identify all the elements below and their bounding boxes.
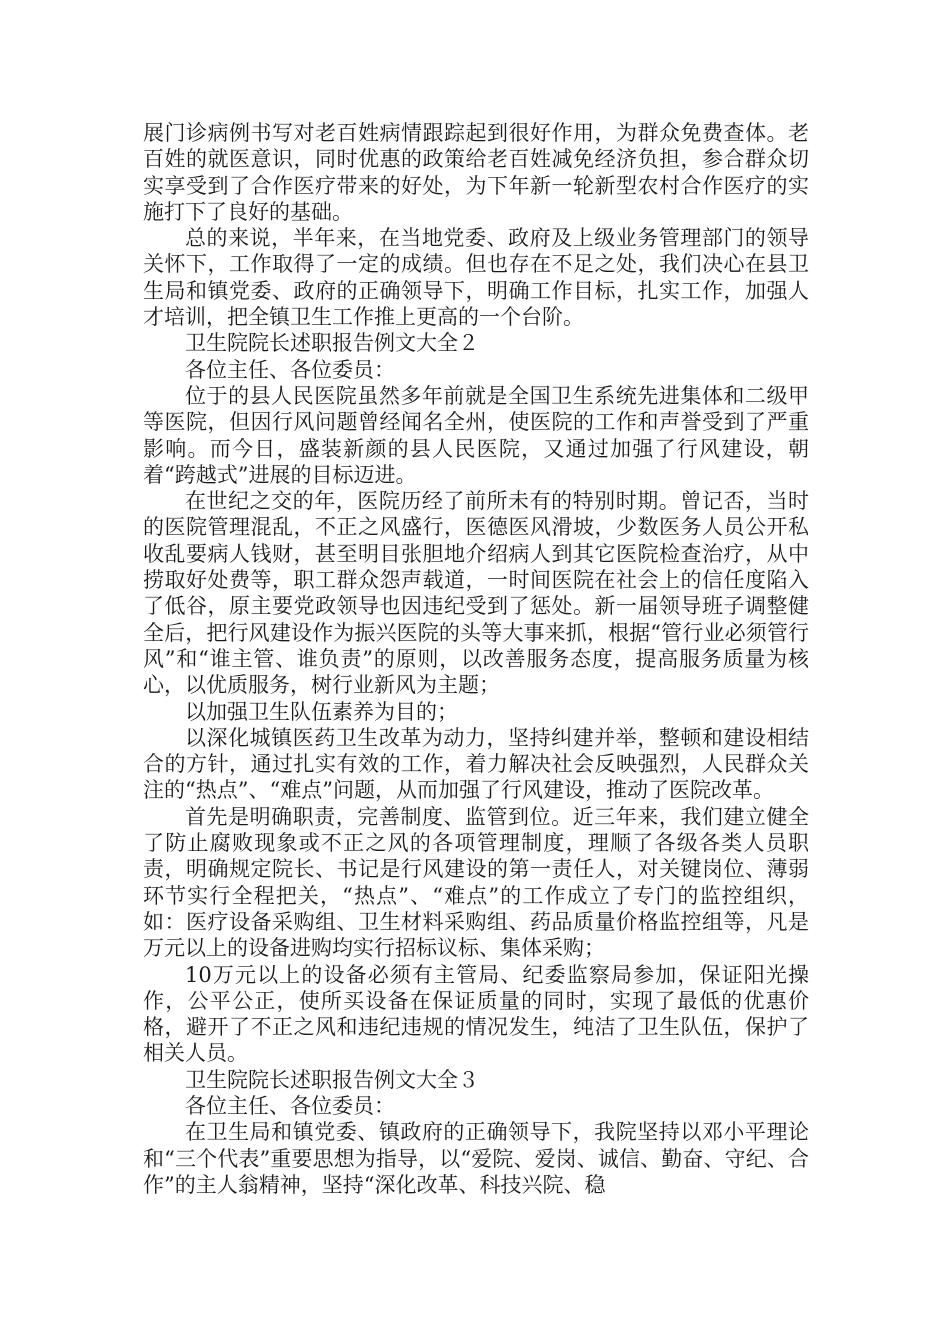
paragraph: 首先是明确职责，完善制度、监管到位。近三年来，我们建立健全了防止腐败现象或不正之风的各项管理制度，理顺了各级各类人员职责，明确规定院长、书记是行风建设的第一责任人，对关键岗位、薄弱环节实行全程把关，“热点”、“难点”的工作成立了专门的监控组织，如：医疗设备采购组、卫生材料采购组、药品质量价格监控组等，凡是万元以上的设备进购均实行招标议标、集体采购； <box>143 804 809 961</box>
section-heading: 卫生院院长述职报告例文大全３ <box>185 1067 479 1092</box>
paragraph: 在世纪之交的年，医院历经了前所未有的特别时期。曾记否，当时的医院管理混乱，不正之风盛行，医德医风滑坡，少数医务人员公开私收乱要病人钱财，甚至明目张胆地介绍病人到其它医院检查治疗，从中捞取好处费等，职工群众怨声载道，一时间医院在社会上的信任度陷入了低谷，原主要党政领导也因违纪受到了惩处。新一届领导班子调整健全后，把行风建设作为振兴医院的头等大事来抓，根据“管行业必须管行风”和“谁主管、谁负责”的原则，以改善服务态度，提高服务质量为核心，以优质服务，树行业新风为主题； <box>143 489 809 698</box>
paragraph: 以深化城镇医药卫生改革为动力，坚持纠建并举，整顿和建设相结合的方针，通过扎实有效的工作，着力解决社会反映强烈，人民群众关注的“热点”、“难点”问题，从而加强了行风建设，推动了医院改革。 <box>143 725 809 803</box>
section-heading: 卫生院院长述职报告例文大全２ <box>185 331 479 356</box>
paragraph: 在卫生局和镇党委、镇政府的正确领导下，我院坚持以邓小平理论和“三个代表”重要思想为指导，以“爱院、爱岗、诚信、勤奋、守纪、合作”的主人翁精神，坚持“深化改革、科技兴院、稳 <box>143 1120 809 1197</box>
paragraph: 展门诊病例书写对老百姓病情跟踪起到很好作用，为群众免费查体。老百姓的就医意识，同时优惠的政策给老百姓减免经济负担，参合群众切实享受到了合作医疗带来的好处，为下年新一轮新型农村合作医疗的实施打下了良好的基础。 <box>143 121 809 224</box>
document-body <box>143 120 809 1198</box>
paragraph: 总的来说，半年来，在当地党委、政府及上级业务管理部门的领导关怀下，工作取得了一定的成绩。但也存在不足之处，我们决心在县卫生局和镇党委、政府的正确领导下，明确工作目标，扎实工作，加强人才培训，把全镇卫生工作推上更高的一个台阶。 <box>143 226 809 330</box>
salutation: 各位主任、各位委员： <box>185 1093 395 1118</box>
paragraph: 位于的县人民医院虽然多年前就是全国卫生系统先进集体和二级甲等医院，但因行风问题曾经闻名全州，使医院的工作和声誉受到了严重影响。而今日，盛装新颜的县人民医院，又通过加强了行风建设，朝着“跨越式”进展的目标迈进。 <box>143 383 809 487</box>
salutation: 各位主任、各位委员： <box>185 357 395 382</box>
paragraph: 以加强卫生队伍素养为目的； <box>185 699 458 724</box>
paragraph: 10万元以上的设备必须有主管局、纪委监察局参加，保证阳光操作，公平公正，使所买设备在保证质量的同时，实现了最低的优惠价格，避开了不正之风和违纪违规的情况发生，纯洁了卫生队伍，保护了相关人员。 <box>143 962 809 1066</box>
